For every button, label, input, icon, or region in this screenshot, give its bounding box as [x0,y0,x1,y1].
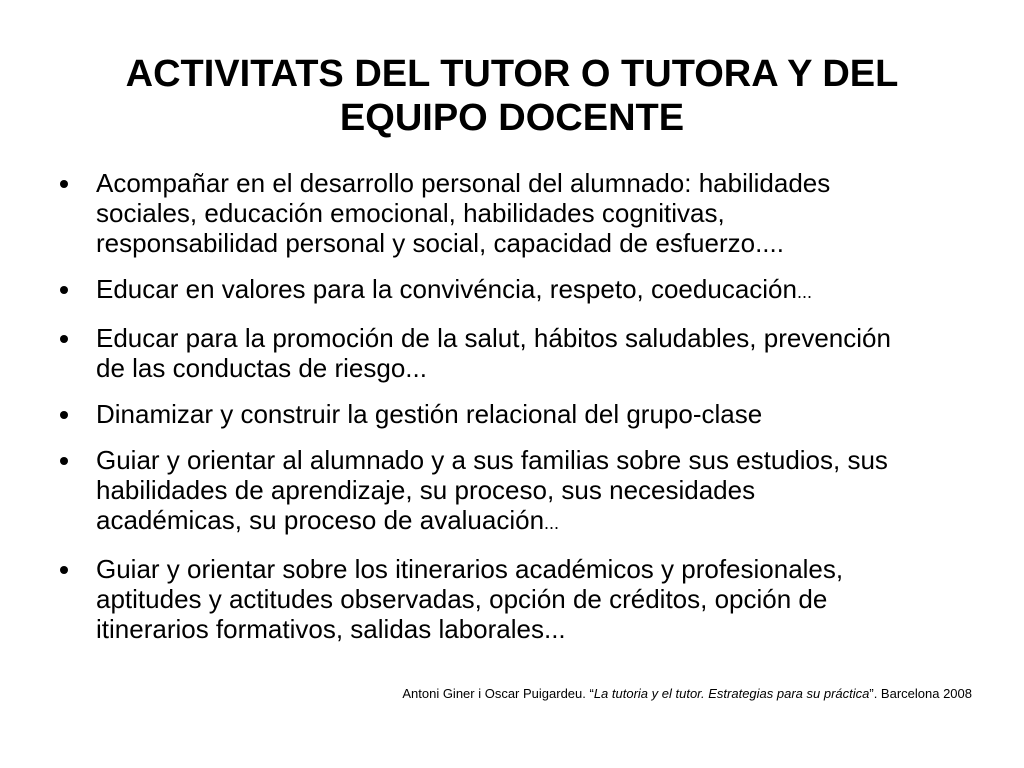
bullet-2-ellipsis: ... [796,282,812,302]
bullet-dot-icon [60,411,68,419]
bullet-dot-icon [60,566,68,574]
bullet-5-line-1: Guiar y orientar al alumnado y a sus familias sobre sus estudios, sus [96,445,888,475]
bullet-item-4 [60,399,980,429]
bullet-5-line-3 [96,505,980,538]
bullet-item-5 [60,445,980,538]
bullet-1-line-2: sociales, educación emocional, habilidades cognitivas, [96,198,725,228]
title-line-1: ACTIVITATS DEL TUTOR O TUTORA Y DEL [125,53,899,95]
bullet-3-line-1: Educar para la promoción de la salut, hábitos saludables, prevención [96,323,891,353]
bullet-dot-icon [60,180,68,188]
citation-place-year: ”. Barcelona 2008 [869,686,972,701]
bullet-item-1 [60,168,980,258]
bullet-2-text: Educar en valores para la convivéncia, respeto, coeducación [96,274,797,304]
bullet-item-6 [60,554,980,644]
bullet-4-line: Dinamizar y construir la gestión relacional del grupo-clase [96,399,763,429]
title-line-2: EQUIPO DOCENTE [339,97,685,139]
bullet-dot-icon [60,286,68,294]
bullet-list [60,168,980,660]
bullet-dot-icon [60,335,68,343]
bullet-item-3 [60,323,980,383]
bullet-6-line-2: aptitudes y actitudes observadas, opción de créditos, opción de [96,584,828,614]
bullet-6-line-3: itinerarios formativos, salidas laborales... [96,614,566,644]
bullet-5-line-3-text: académicas, su proceso de avaluación [96,505,545,535]
bullet-6-line-1: Guiar y orientar sobre los itinerarios académicos y profesionales, [96,554,844,584]
citation [402,686,972,702]
citation-book-title: La tutoria y el tutor. Estrategias para su práctica [593,686,870,701]
bullet-5-line-2: habilidades de aprendizaje, su proceso, sus necesidades [96,475,756,505]
bullet-3-line-2: de las conductas de riesgo... [96,353,427,383]
bullet-dot-icon [60,457,68,465]
bullet-1-line-3: responsabilidad personal y social, capacidad de esfuerzo.... [96,228,784,258]
citation-authors: Antoni Giner i Oscar Puigardeu. “ [402,686,594,701]
bullet-2-line [96,274,980,307]
bullet-item-2 [60,274,980,307]
slide-title [40,52,984,140]
bullet-1-line-1: Acompañar en el desarrollo personal del alumnado: habilidades [96,168,831,198]
bullet-5-ellipsis: ... [544,513,560,533]
